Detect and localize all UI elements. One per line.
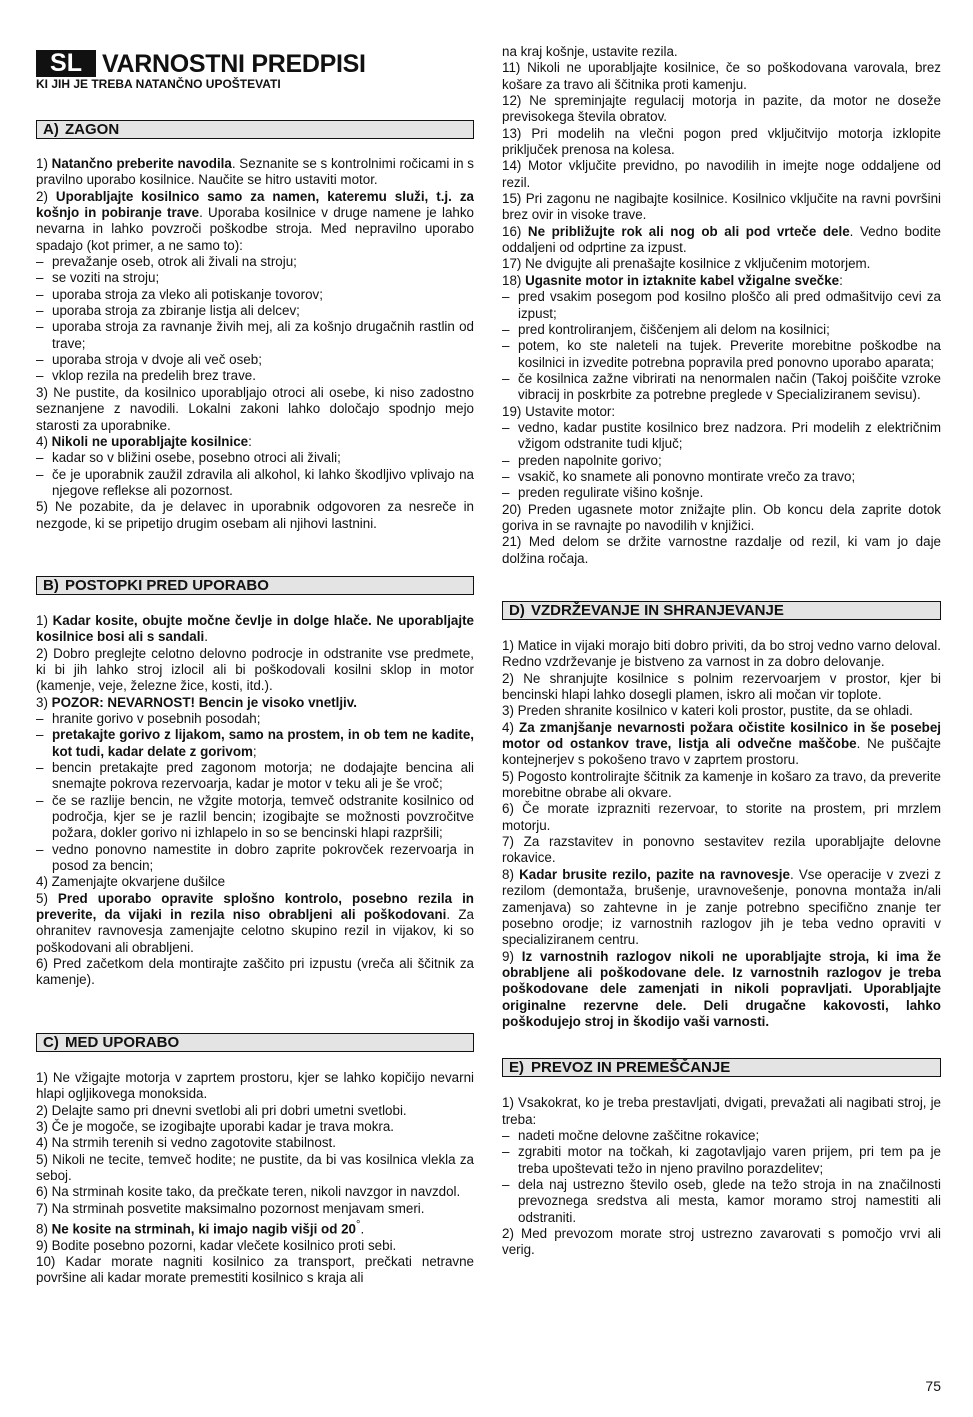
section-c-title: MED UPORABO xyxy=(65,1033,180,1051)
section-b-item-6: 6) Pred začetkom dela montirajte zaščito pri izpustu (vreča ali ščitnik za kamenje). xyxy=(36,956,474,988)
section-b-body xyxy=(36,613,474,989)
section-c-item-13: 13) Pri modelih na vlečni pogon pred vključitvijo motorja izklopite priključek prenosa na kolesa. xyxy=(502,125,941,158)
section-c-item-19: 19) Ustavite motor: xyxy=(502,403,616,419)
section-e-item-1-list xyxy=(502,1128,941,1226)
section-c-item-6: 6) Na strminah kosite tako, da prečkate teren, nikoli navzgor in navzdol. xyxy=(36,1184,461,1200)
section-e-letter: E) xyxy=(509,1059,524,1077)
section-a-item-2: 2) Uporabljajte kosilnico samo za namen, kateremu služi, t.j. za košnjo in pobiranje trave. Uporaba kosilnice v druge namene je lahko nevarna in lahko povzroči poškodbe stroja. Med nepravilno uporabo spadajo (kot primer, a ne samo to): xyxy=(36,188,475,253)
section-d-letter: D) xyxy=(509,602,525,619)
section-a-item-3: 3) Ne pustite, da kosilnico uporabljajo otroci ali osebe, ki niso zadostno seznanjene z navodili. Lokalni zakoni lahko določajo spodnjo mejo starosti za uporabnike. xyxy=(36,384,474,433)
section-d-item-9: 9) Iz varnostnih razlogov nikoli ne uporabljajte stroja, ki ima že obrabljene ali poškodovane dele. Iz varnostnih razlogov je treba poškodovane dele zamenjati in nikoli popravljati. Uporabljajte originalne rezervne dele. Deli drugačne kakovosti, lahko poškodujejo stroj in škodijo vaši varnosti. xyxy=(502,948,941,1029)
right-column xyxy=(502,44,941,1417)
section-c-item-21: 21) Med delom se držite varnostne razdalje od rezil, ki vam jo daje dolžina ročaja. xyxy=(502,534,941,566)
section-b-item-3-list xyxy=(36,711,474,874)
list-item: – hranite gorivo v posebnih posodah; xyxy=(36,711,474,727)
section-c-item-17: 17) Ne dvigujte ali prenašajte kosilnice z vključenim motorjem. xyxy=(502,256,871,272)
list-item: – če kosilnica zažne vibrirati na nenormalen način (Takoj poiščite vzroke vibracij in poskrbite za potrebne preglede v Specializiranem sevisu). xyxy=(502,371,941,404)
section-a-item-4: 4) Nikoli ne uporabljajte kosilnice: xyxy=(36,433,252,449)
section-d-title: VZDRŽEVANJE IN SHRANJEVANJE xyxy=(531,602,784,619)
section-b-item-5: 5) Pred uporabo opravite splošno kontrolo, posebno rezila in preverite, da vijaki in rezila niso obrabljeni ali poškodovani. Za ohranitev ravnovesja zamenjajte celotno skupino rezil in vijakov, ki so poškodovani ali obrabljeni. xyxy=(36,890,475,955)
section-c-item-18: 18) Ugasnite motor in iztaknite kabel vžigalne svečke: xyxy=(502,272,843,288)
section-c-item-10-continued: na kraj košnje, ustavite rezila. xyxy=(502,44,678,59)
section-a-item-2-list xyxy=(36,254,474,385)
section-a-title: ZAGON xyxy=(65,121,120,138)
section-c-item-9: 9) Bodite posebno pozorni, kadar vlečete kosilnico proti sebi. xyxy=(36,1237,397,1253)
list-item: – preden regulirate višino košnje. xyxy=(502,485,941,501)
page-subtitle: KI JIH JE TREBA NATANČNO UPOŠTEVATI xyxy=(36,77,281,91)
language-badge: SL xyxy=(36,50,96,77)
list-item: – kadar so v bližini osebe, posebno otroci ali živali; xyxy=(36,450,474,466)
list-item: – prevažanje oseb, otrok ali živali na stroju; xyxy=(36,254,474,270)
list-item: – vedno, kadar pustite kosilnico brez nadzora. Pri modelih z električnim vžigom odstranite tudi ključ; xyxy=(502,420,941,453)
section-e-item-2: 2) Med prevozom morate stroj ustrezno zavarovati s pomočjo vrvi ali verig. xyxy=(502,1226,941,1258)
section-e-header xyxy=(502,1058,941,1077)
section-c-item-19-list xyxy=(502,420,941,502)
section-d-item-6: 6) Če morate izprazniti rezervoar, to storite na prostem, pri mrzlem motorju. xyxy=(502,801,941,833)
section-d-item-1: 1) Matice in vijaki morajo biti dobro priviti, da bo stroj vedno varno deloval. Redno vzdrževanje je bistveno za varnost in za dobro delovanje. xyxy=(502,638,941,670)
section-c-item-10: 10) Kadar morate nagniti kosilnico za transport, prečkati netravne površine ali kadar morate premestiti kosilnico s kraja ali xyxy=(36,1254,474,1286)
section-a-letter: A) xyxy=(43,121,59,138)
list-item: – nadeti močne delovne zaščitne rokavice; xyxy=(502,1128,941,1144)
section-a-item-5: 5) Ne pozabite, da je delavec in uporabnik odgovoren za nesreče in nezgode, ki se pripetijo drugim osebam ali njihovi lastnini. xyxy=(36,499,474,531)
section-e-body xyxy=(502,1095,941,1258)
section-b-item-2: 2) Dobro preglejte celotno delovno podrocje in odstranite vse predmete, ki bi jih lahko stroj izlocil ali bi poškodovali kosilni sklop in motor (kamenje, veje, železne žice, kosti, itd.). xyxy=(36,645,474,694)
list-item: – se voziti na stroju; xyxy=(36,270,474,286)
section-d-header xyxy=(502,601,941,620)
section-e-title: PREVOZ IN PREMEŠČANJE xyxy=(531,1059,731,1077)
section-c-item-15: 15) Pri zagonu ne nagibajte kosilnice. Kosilnico vključite na ravni površini brez ovir in visoke trave. xyxy=(502,191,941,223)
section-a-body xyxy=(36,156,474,532)
section-d-body xyxy=(502,638,941,1030)
section-c-item-20: 20) Preden ugasnete motor znižajte plin. Ob koncu dela zaprite dotok goriva in se ravnajte po navodilih v knjižici. xyxy=(502,501,941,533)
section-c-item-12: 12) Ne spreminjajte regulacij motorja in pazite, da motor ne doseže previsokega števila obratov. xyxy=(502,93,941,125)
section-c-item-18-list xyxy=(502,289,941,403)
section-c-letter: C) xyxy=(43,1033,59,1051)
section-b-item-3: 3) POZOR: NEVARNOST! Bencin je visoko vnetljiv. xyxy=(36,694,357,710)
section-d-item-5: 5) Pogosto kontrolirajte ščitnik za kamenje in košaro za travo, da preverite morebitne obrabe ali okvare. xyxy=(502,768,941,801)
list-item: – bencin pretakajte pred zagonom motorja; ne dodajajte bencina ali snemajte pokrova rezervoarja, kadar je motor v teku ali je še vroč; xyxy=(36,760,474,793)
list-item: – vklop rezila na predelih brez trave. xyxy=(36,368,474,384)
section-b-title: POSTOPKI PRED UPORABO xyxy=(65,576,269,594)
list-item: – pred vsakim posegom pod kosilno ploščo ali pred odmašitvijo cevi za izpust; xyxy=(502,289,941,322)
section-c-item-1: 1) Ne vžigajte motorja v zaprtem prostoru, kjer se lahko kopičijo nevarni hlapi ogljikovega monoksida. xyxy=(36,1069,474,1102)
section-d-item-4: 4) Za zmanjšanje nevarnosti požara očistite kosilnico in še posebej motor od ostankov trave, listja ali odvečne maščobe. Ne puščajte kontejnerjev s pokošeno travo v zaprtem prostoru. xyxy=(502,719,941,768)
section-d-item-2: 2) Ne shranjujte kosilnice s polnim rezervoarjem v prostor, kjer bi bencinski hlapi lahko dosegli plamen, iskro ali močan vir toplote. xyxy=(502,670,941,703)
section-d-item-8: 8) Kadar brusite rezilo, pazite na ravnovesje. Vse operacije v zvezi z rezilom (demontaža, brušenje, uravnovešenje, ponovna montaža in/ali zamenjava) so zahtevne in je zanje potrebno specifično znanje ter posebno orodje; iz varnostnih razlogov jih je teba vedno opraviti v specializiranem centru. xyxy=(502,866,941,948)
list-item: – uporaba stroja v dvoje ali več oseb; xyxy=(36,352,474,368)
section-b-item-4: 4) Zamenjajte okvarjene dušilce xyxy=(36,874,226,890)
section-c-item-8: 8) Ne kosite na strminah, ki imajo nagib višji od 20°. xyxy=(36,1218,365,1237)
section-c-item-3: 3) Če je mogoče, se izogibajte uporabi kadar je trava mokra. xyxy=(36,1118,395,1134)
section-c-body-continued xyxy=(502,44,941,567)
section-c-item-14: 14) Motor vključite previdno, po navodilih in imejte noge oddaljene od rezil. xyxy=(502,158,941,190)
list-item: – uporaba stroja za ravnanje živih mej, ali za košnjo drugačnih rastlin od trave; xyxy=(36,319,474,352)
section-a-item-4-list xyxy=(36,450,474,499)
section-c-header xyxy=(36,1033,474,1052)
section-a-item-1: 1) Natančno preberite navodila. Seznanite se s kontrolnimi ročicami in s pravilno uporabo kosilnice. Naučite se hitro ustaviti motor. xyxy=(36,156,474,188)
list-item: – zgrabiti motor na točkah, ki zagotavljajo varen prijem, pri tem pa je treba upoštevati težo in njeno pravilno porazdelitev; xyxy=(502,1144,941,1177)
section-c-body xyxy=(36,1070,474,1287)
list-item: – preden napolnite gorivo; xyxy=(502,453,941,469)
section-c-item-16: 16) Ne približujte rok ali nog ob ali pod vrteče dele. Vedno bodite oddaljeni od odprtine za izpust. xyxy=(502,223,941,256)
section-c-item-4: 4) Na strmih terenih si vedno zagotovite stabilnost. xyxy=(36,1135,336,1151)
list-item: – uporaba stroja za zbiranje listja ali delcev; xyxy=(36,303,474,319)
list-item: – pred kontroliranjem, čiščenjem ali delom na kosilnici; xyxy=(502,322,941,338)
section-c-item-11: 11) Nikoli ne uporabljajte kosilnice, če so poškodovana varovala, brez košare za travo ali ščitnika proti kamenju. xyxy=(502,60,941,92)
list-item: – potem, ko ste naleteli na tujek. Preverite morebitne poškodbe na kosilnici in izvedite potrebna popravila pred ponovno uporabo aparata; xyxy=(502,338,941,371)
section-c-item-2: 2) Delajte samo pri dnevni svetlobi ali pri dobri umetni svetlobi. xyxy=(36,1102,407,1118)
list-item: – če se razlije bencin, ne vžgite motorja, temveč odstranite kosilnico od področja, kjer se je razlil bencin; izogibajte se možnosti povzročitve požara, dokler gorivo ni izhlapelo in so se bencinski hlapi razpršili; xyxy=(36,793,474,842)
page-number: 75 xyxy=(925,1378,941,1394)
section-b-letter: B) xyxy=(43,576,59,594)
section-a-header xyxy=(36,120,474,139)
page-header xyxy=(36,50,474,90)
section-c-item-5: 5) Nikoli ne tecite, temveč hodite; ne pustite, da bi vas kosilnica vlekla za seboj. xyxy=(36,1151,474,1183)
section-d-item-7: 7) Za razstavitev in ponovno sestavitev rezila uporabljajte delovne rokavice. xyxy=(502,834,941,866)
section-c-item-7: 7) Na strminah posvetite maksimalno pozornost menjavam smeri. xyxy=(36,1200,425,1216)
section-e-item-1: 1) Vsakokrat, ko je treba prestavljati, dvigati, prevažati ali nagibati stroj, je treba: xyxy=(502,1095,941,1127)
list-item: – če je uporabnik zaužil zdravila ali alkohol, ki lahko škodljivo vplivajo na njegove reflekse ali pozornost. xyxy=(36,467,474,500)
page-title: VARNOSTNI PREDPISI xyxy=(102,50,366,78)
section-d-item-3: 3) Preden shranite kosilnico v kateri koli prostor, pustite, da se ohladi. xyxy=(502,703,913,719)
list-item: – pretakajte gorivo z lijakom, samo na prostem, in ob tem ne kadite, kot tudi, kadar delate z gorivom; xyxy=(36,727,474,760)
list-item: – vedno ponovno namestite in dobro zaprite pokrovček rezervoarja in posod za bencin; xyxy=(36,842,474,875)
list-item: – uporaba stroja za vleko ali potiskanje tovorov; xyxy=(36,287,474,303)
list-item: – vsakič, ko snamete ali ponovno montirate vrečo za travo; xyxy=(502,469,941,485)
left-column xyxy=(36,50,474,1417)
section-b-item-1: 1) Kadar kosite, obujte močne čevlje in dolge hlače. Ne uporabljajte kosilnice bosi ali s sandali. xyxy=(36,612,474,645)
list-item: – dela naj ustrezno število oseb, glede na težo stroja in na značilnosti prevoznega sredstva ali mesta, kamor moramo stroj namestiti ali odstraniti. xyxy=(502,1177,941,1226)
section-b-header xyxy=(36,576,474,595)
